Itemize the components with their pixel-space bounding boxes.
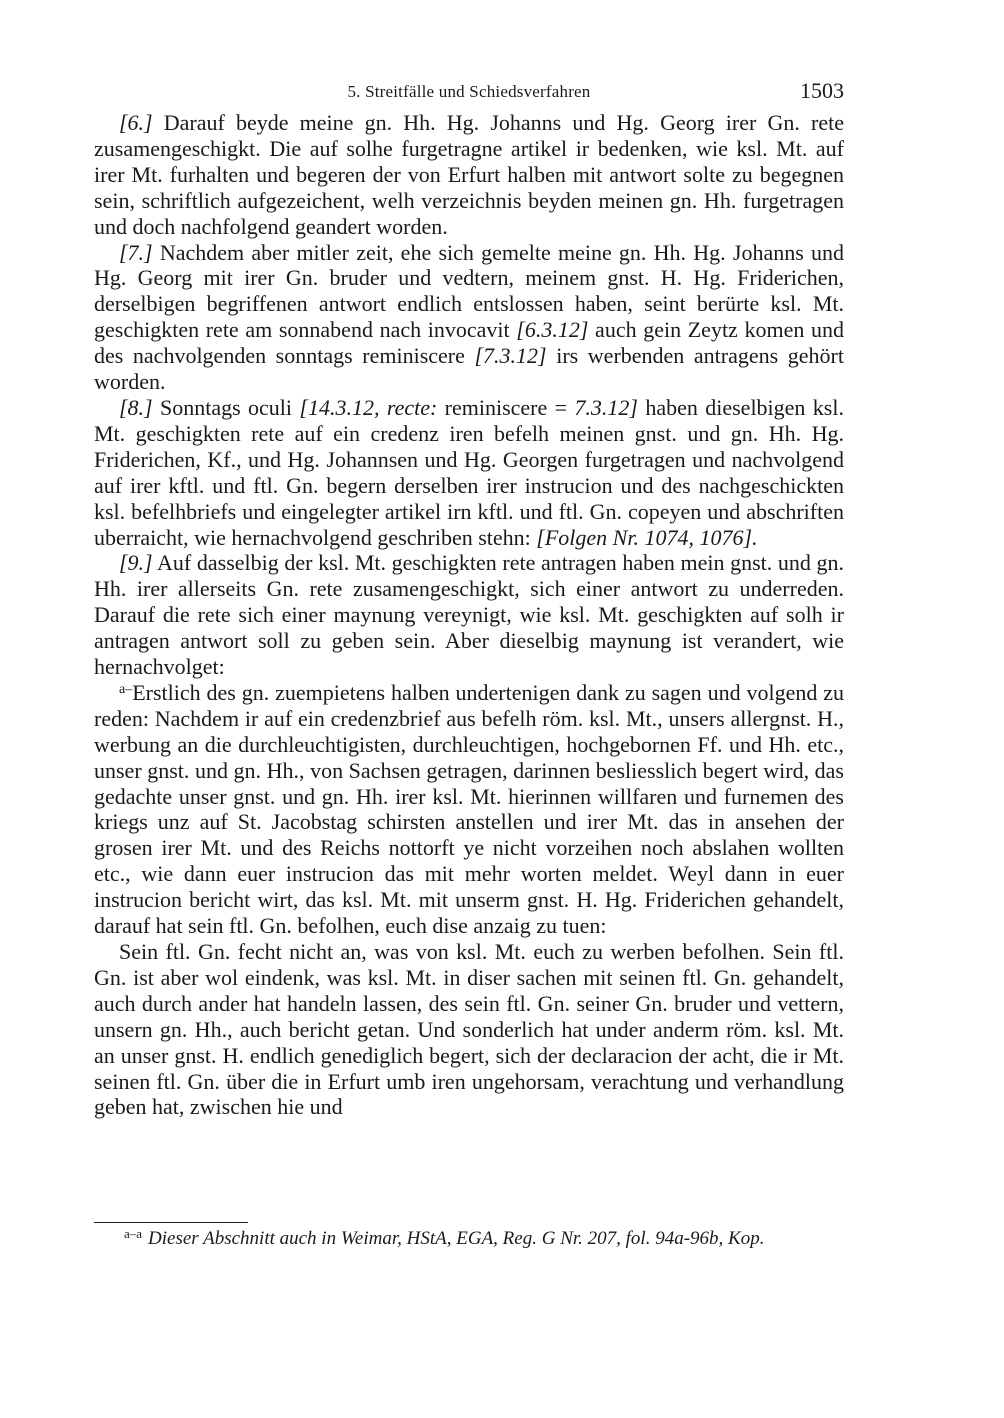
editorial-note: [Folgen Nr. 1074, 1076].: [536, 524, 758, 550]
page: [94, 76, 844, 1120]
paragraph-11: [94, 939, 844, 1120]
paragraph-number: [7.]: [119, 239, 153, 265]
page-header: [94, 76, 844, 110]
footnote: [124, 1227, 844, 1251]
paragraph-number: [9.]: [119, 550, 153, 576]
paragraph-6: [94, 110, 844, 240]
paragraph-text: auch gein Zeytz komen und des nachvolgenden sonntags reminiscere: [94, 317, 844, 369]
paragraph-text: Sein ftl. Gn. fecht nicht an, was von ksl. Mt. euch zu werben befolhen. Sein ftl. Gn. ist aber wol eindenk, was ksl. Mt. in diser sachen mit seinen ftl. Gn. gehandelt, auch durch ander hat handeln lassen, des sein ftl. Gn. seiner Gn. bruder und vettern, unsern gn. Hh., auch bericht getan. Und sonderlich hat under anderm röm. ksl. Mt. an unser gnst. H. endlich genediglich begert, sich der declaracion der acht, die ir Mt. seinen ftl. Gn. über die in Erfurt umb iren ungehorsam, verachtung und verhandlung geben hat, zwischen hie und: [94, 939, 844, 1120]
paragraph-10: [94, 680, 844, 939]
footnote-divider: [94, 1222, 248, 1223]
footnote-marker: a–a: [124, 1226, 143, 1241]
date-annotation: [6.3.12]: [516, 317, 589, 343]
page-number: 1503: [800, 78, 844, 103]
date-annotation: 7.3.12]: [574, 394, 638, 420]
paragraph-number: [6.]: [119, 110, 153, 135]
paragraph-text: haben dieselbigen ksl. Mt. geschigkten rete auf ein credenz iren befelh meinen gnst. und gn. Hh. Hg. Friderichen, Kf., und Hg. Johannsen und Hg. Georgen furgetragen und nachvolgend auf irer kftl. und ftl. Gn. begern derselben irer instrucion und des nachgeschickten ksl. befelhbriefs und eingelegter artikel irn kftl. und ftl. Gn. copeyen und abschriften uberraicht, wie hernachvolgend geschriben stehn:: [94, 394, 844, 550]
paragraph-text: Darauf beyde meine gn. Hh. Hg. Johanns und Hg. Georg irer Gn. rete zusamengeschigkt. Die auf solhe furgetragne artikel ir bedenken, wie ksl. Mt. auf irer Mt. furhalten und begeren der von Erfurt halben mit antwort solte zu begegnen sein, schriftlich aufgezeichent, welh verzeichnis beyden meinen gn. Hh. furgetragen und doch nachfolgend geandert worden.: [94, 110, 844, 239]
paragraph-text: Sonntags oculi: [152, 394, 300, 420]
footnote-marker: a–: [119, 681, 133, 697]
paragraph-text: Auf dasselbig der ksl. Mt. geschigkten rete antragen haben mein gnst. und gn. Hh. irer allerseits Gn. rete zusamengeschigkt, sich einer antwort zu underreden. Darauf die rete sich einer maynung vereynigt, wie ksl. Mt. geschigkten auf solh ir antragen antwort soll zu geben sein. Aber dieselbig maynung ist verandert, wie hernachvolget:: [94, 550, 844, 680]
paragraph-number: [8.]: [119, 394, 153, 420]
paragraph-7: [94, 240, 844, 395]
paragraph-8: [94, 395, 844, 550]
body-text: [94, 110, 844, 1120]
paragraph-text: reminiscere =: [437, 394, 575, 420]
running-title: 5. Streitfälle und Schiedsverfahren: [347, 82, 591, 101]
date-annotation: [7.3.12]: [474, 343, 547, 369]
paragraph-9: [94, 550, 844, 680]
footnote-text: Dieser Abschnitt auch in Weimar, HStA, EGA, Reg. G Nr. 207, fol. 94a-96b, Kop.: [148, 1228, 765, 1249]
paragraph-text: irs werbenden antragens gehört worden.: [94, 343, 844, 395]
paragraph-text: Erstlich des gn. zuempietens halben undertenigen dank zu sagen und volgend zu reden: Nachdem ir auf ein credenzbrief aus befelh röm. ksl. Mt., unsers allergnst. H., werbung an die durchleuchtigisten, durchleuchtigen, hochgebornen Ff. und Hh. etc., unser gnst. und gn. Hh., von Sachsen getragen, darinnen besliesslich begert wird, das gedachte unser gnst. und gn. Hh. irer ksl. Mt. hierinnen willfaren und furnemen des kriegs unz auf St. Jacobstag schirsten anstellen und irer Mt. das in ansehen der grosen irer Mt. und des Reichs nottorft ye nicht vorzeihen noch abslahen wollten etc., wie dann euer instrucion das mit mehr worten meldet. Weyl dann in euer instrucion bericht wirt, das ksl. Mt. mit unserm gnst. H. Hg. Friderichen gehandelt, darauf hat sein ftl. Gn. befolhen, euch dise anzaig zu tuen:: [94, 679, 844, 939]
paragraph-text: Nachdem aber mitler zeit, ehe sich gemelte meine gn. Hh. Hg. Johanns und Hg. Georg mit irer Gn. bruder und vedtern, meinem gnst. H. Hg. Friderichen, derselbigen begriffenen antwort endlich entslossen haben, seint berürte ksl. Mt. geschigkten rete am sonnabend nach invocavit: [94, 239, 844, 343]
date-annotation: [14.3.12, recte:: [299, 394, 438, 420]
